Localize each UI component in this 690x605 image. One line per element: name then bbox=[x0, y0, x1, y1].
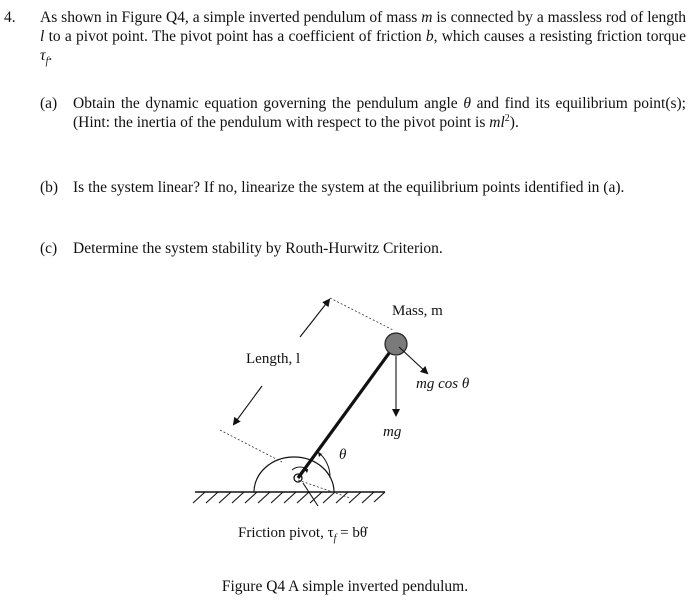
theta-symbol: θ bbox=[463, 95, 471, 112]
theta-label: θ bbox=[339, 447, 347, 463]
pivot-label bbox=[238, 524, 367, 542]
figure-caption: Figure Q4 A simple inverted pendulum. bbox=[221, 578, 469, 595]
pivot-label-eq: = bθ̇ bbox=[336, 525, 368, 541]
part-a-text-2: and find its equilibrium point(s); (Hint: the inertia of the pendulum with respect to the pivot point is bbox=[73, 95, 686, 131]
pivot-mount bbox=[254, 457, 334, 492]
length-arrow-lower bbox=[234, 386, 262, 424]
torque-symbol: τ bbox=[40, 47, 46, 64]
mg-cos-arrow bbox=[399, 347, 427, 373]
pendulum-rod bbox=[298, 345, 395, 478]
part-c-body: Determine the system stability by Routh-Hurwitz Criterion. bbox=[73, 240, 443, 257]
part-b-body: Is the system linear? If no, linearize the system at the equilibrium points identified in (a). bbox=[73, 179, 625, 196]
intro-text-4: , which causes a resisting friction torque bbox=[433, 28, 686, 45]
inertia-symbol: ml bbox=[489, 114, 505, 131]
length-dotted-lower bbox=[220, 430, 282, 462]
length-arrow-upper bbox=[300, 300, 329, 337]
mass-label: Mass, m bbox=[392, 303, 443, 319]
part-a-text-3: ). bbox=[509, 114, 519, 131]
pivot-label-sub: f bbox=[333, 533, 337, 544]
part-a-text-1: Obtain the dynamic equation governing the pendulum angle bbox=[73, 95, 464, 112]
part-c-label: (c) bbox=[40, 240, 58, 257]
length-symbol: l bbox=[40, 28, 45, 45]
friction-symbol: b bbox=[425, 28, 434, 45]
ground bbox=[193, 492, 385, 503]
intro-text-2: is connected by a massless rod of length bbox=[432, 9, 686, 26]
part-b-label: (b) bbox=[40, 179, 59, 196]
mg-label: mg bbox=[383, 424, 402, 440]
mg-cos-label: mg cos θ bbox=[416, 376, 470, 392]
question-number: 4. bbox=[4, 9, 16, 26]
intro-text-5: . bbox=[48, 47, 53, 64]
pivot-label-text: Friction pivot, τ bbox=[238, 525, 334, 541]
inertia-exponent: 2 bbox=[504, 112, 510, 124]
length-dotted-upper bbox=[330, 298, 393, 330]
torque-subscript: f bbox=[45, 56, 49, 68]
part-a-label: (a) bbox=[40, 95, 58, 112]
intro-text-3: to a pivot point. The pivot point has a coefficient of friction bbox=[44, 28, 426, 45]
length-label: Length, l bbox=[246, 351, 301, 367]
intro-text-1: As shown in Figure Q4, a simple inverted pendulum of mass bbox=[40, 9, 422, 26]
mass-symbol: m bbox=[421, 9, 433, 26]
